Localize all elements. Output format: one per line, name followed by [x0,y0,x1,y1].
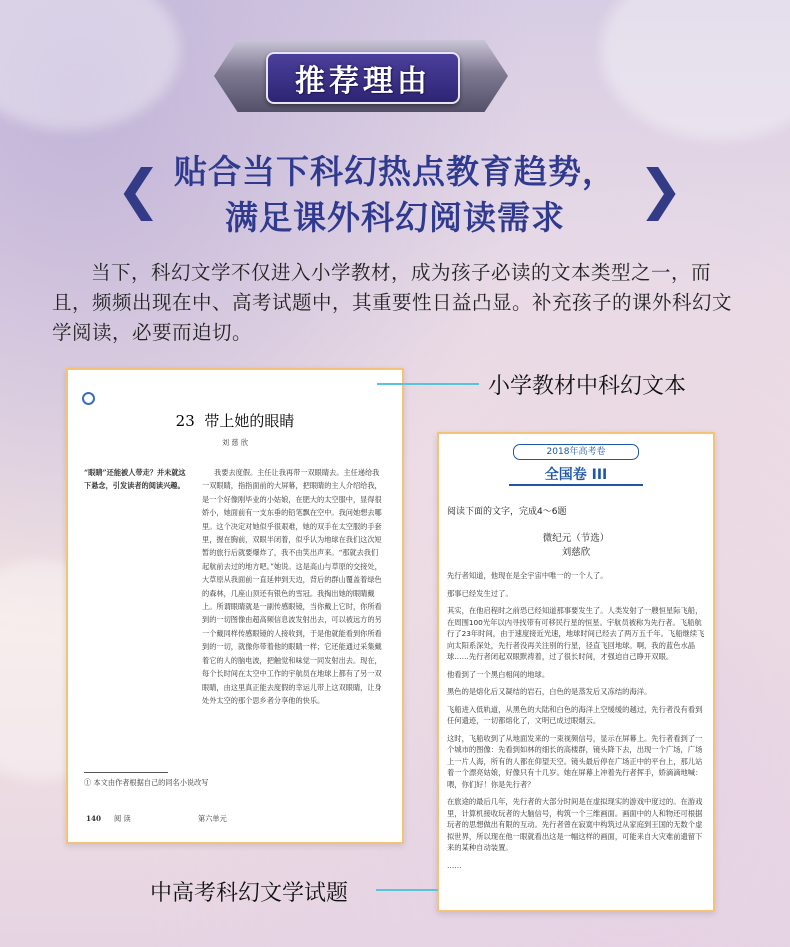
exam-paragraph: 在旅途的最后几年，先行者的大部分时间是在虚拟现实的游戏中度过的。在游戏里，计算机接收玩者的大脑信号，构筑一个三维画面。画面中的人和物还可根据玩者的思想做出有限的互动。先行者曾在寂寞中构筑过从家庭到王国的无数个虚拟世界，所以现在他一眼就看出这是一幅这样的画面，可能来自大灾难前遗留下来的某种自动装置。 [447,797,703,852]
footer-left: 阅 读 [114,814,131,823]
callout-exam: 中高考科幻文学试题 [150,881,349,906]
page-number: 140 [86,814,102,823]
intro-paragraph: 当下，科幻文学不仅进入小学教材，成为孩子必读的文本类型之一，而且，频频出现在中、高考试题中，其重要性日益凸显。补充孩子的课外科幻文学阅读，必要而迫切。 [52,261,733,344]
chevron-left-icon: ❮ [116,158,162,221]
exam-header-rule [509,484,643,486]
lesson-author: 刘 慈 欣 [221,438,249,447]
exam-paper-name: 全国卷 III [544,467,608,483]
page-marker-icon [82,392,95,405]
footnote-divider [84,772,168,773]
callout-textbook: 小学教材中科幻文本 [488,374,687,399]
exam-paragraph: 这时，飞船收到了从地面发来的一束视频信号，显示在屏幕上。先行者看到了一个城市的图像：先看到如林的细长的高楼群，镜头降下去，出现一个广场，广场上一片人海，所有的人都在仰望天空。镜头最后停在广场正中的平台上，那儿站着一个漂亮姑娘，好像只有十几岁。她在屏幕上冲着先行者挥手，娇滴滴地喊：喂，你们好！你是先行者？ [447,733,703,789]
lesson-title: 带上她的眼睛 [204,412,295,430]
cloud-decoration [600,0,790,140]
exam-paragraph: 飞船进入低轨道，从黑色的大陆和白色的海洋上空缓缓的越过，先行者没有看到任何遗迹，一切都熔化了，文明已成过眼烟云。 [447,704,703,725]
exam-page [437,432,715,912]
footer-right: 第六单元 [198,814,227,823]
chevron-right-icon: ❯ [638,158,684,221]
exam-instruction: 阅读下面的文字，完成4～6题 [447,507,567,517]
exam-paragraph: 其实，在他启程时之前恐已经知道那事要发生了。人类发射了一艘恒星际飞船，在周围100光年以内寻找带有可移民行星的恒星。宇航员被称为先行者。飞船航行了23年时间，由于速度接近光速，地球时间已经去了两万五千年。飞船继续飞向太阳系深处，先行者没再关注别的行星，径直飞回地球。啊，我的蓝色水晶球……先行者闭起双眼默祷着，过了很长时间，才强迫自己睁开双眼。 [447,606,705,661]
side-note: “眼睛”还能被人带走？并未就这下悬念，引发读者的阅读兴趣。 [84,468,186,491]
callout-connector [376,889,438,891]
exam-passage-author: 刘慈欣 [561,547,591,558]
exam-paragraph: 先行者知道，他现在是全宇宙中唯一的一个人了。 [447,571,608,580]
lesson-number: 23 [175,412,195,430]
textbook-page [66,368,404,844]
exam-year-badge: 2018年高考卷 [513,444,639,460]
section-badge [214,40,508,112]
badge-title: 推荐理由 [295,64,431,99]
lesson-body: 我要去度假。主任让我再带一双眼睛去。主任递给我一双眼睛，指指面前的大屏幕，把眼睛的主人介绍给我，是一个好像刚毕业的小姑娘，在肥大的太空服中，显得很娇小，她面前有一支东垂的铅笔飘在空中。我问她想去哪里。这个决定对她似乎很艰难，她的双手在太空服的手套里，握在胸前，双眼半闭着，似乎认为地球在我们这次短暂的旅行后就要爆炸了，我不由笑出声来。“那就去我们起航前去过的地方吧。”她说。这是高山与草原的交接处，大草原从我面前一直延伸到天边，背后的群山覆盖着绿色的森林，几座山顶还有银色的雪冠。我掏出她的眼睛戴上。所谓眼睛就是一副传感眼镜，当你戴上它时，你所看到的一切图像由超高频信息波发射出去，可以被远方的另一个戴同样传感眼镜的人接收到，于是他就能看到你所看到的一切，就像你带着他的眼睛一样；它还能通过采集戴着它的人的脑电波，把触觉和味觉一同发射出去。现在，每个长时间在太空中工作的宇航员在地球上都有了另一双眼睛，由这里真正能去度假的幸运儿带上这双眼睛，让身处外太空的那个思乡者分享他的快乐。 [202,468,382,705]
exam-paragraph: 黑色的是熔化后又凝结的岩石，白色的是蒸发后又冻结的海洋。 [447,687,652,696]
exam-paragraph: 他看到了一个黑白相间的地球。 [447,669,550,679]
headline-line-1: 贴合当下科幻热点教育趋势， [174,152,616,191]
exam-paragraph: 那事已经发生过了。 [447,588,513,598]
cloud-decoration [0,0,180,130]
headline-line-2: 满足课外科幻阅读需求 [225,198,565,237]
footnote: ① 本文由作者根据自己的同名小说改写 [84,778,209,787]
exam-passage [447,570,705,902]
exam-passage-title: 微纪元（节选） [542,533,610,544]
badge-plate [266,52,460,104]
lesson-heading [68,410,402,431]
exam-paragraph: …… [447,860,462,870]
callout-connector [377,383,479,385]
